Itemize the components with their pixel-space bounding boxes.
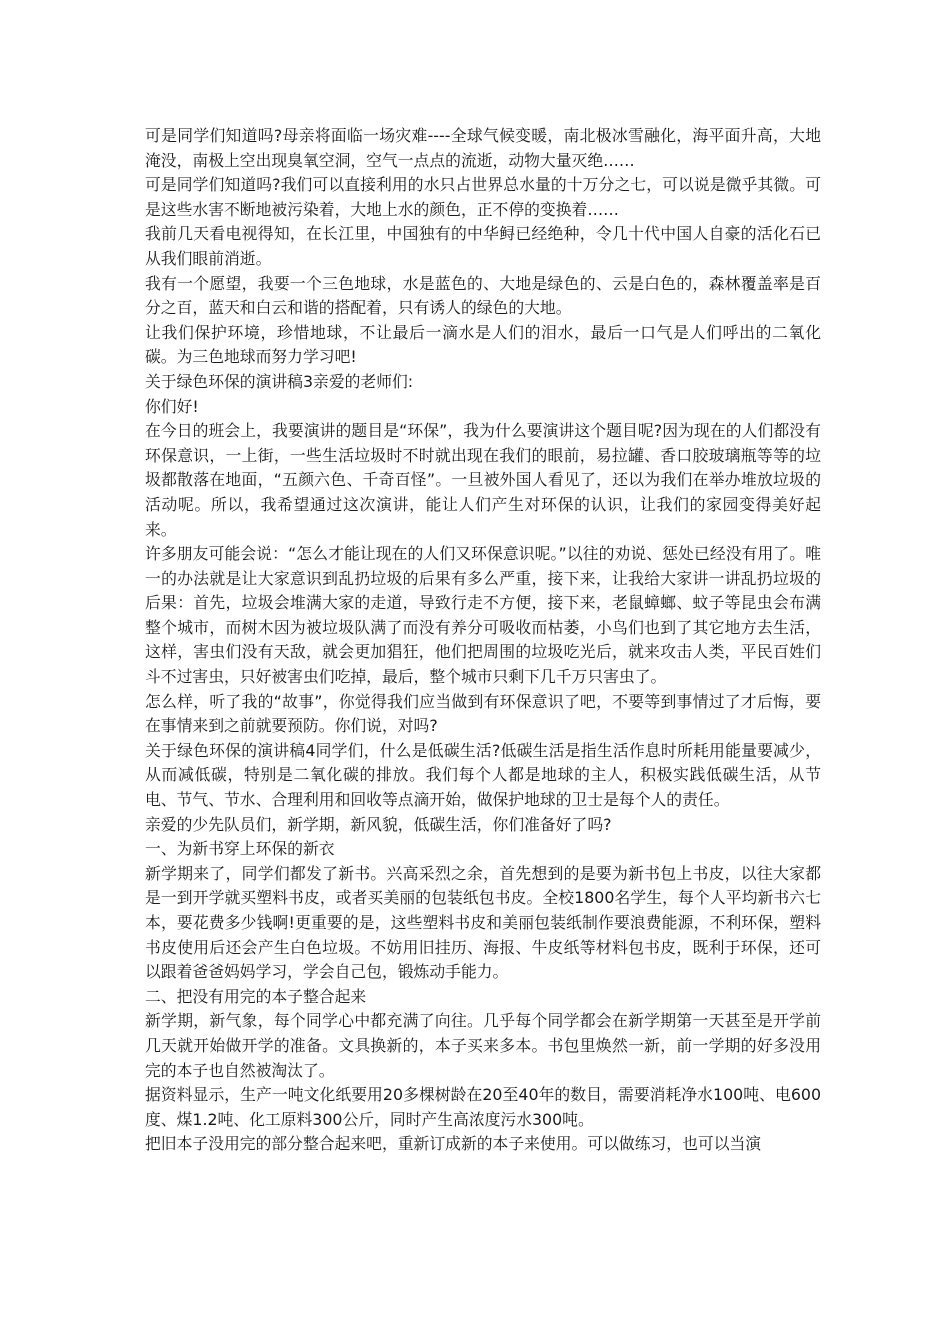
greeting: 你们好! (145, 396, 199, 416)
paragraph: 据资料显示，生产一吨文化纸要用20多棵树龄在20至40年的数目，需要消耗净水100吨、电600度、煤1.2吨、化工原料300公斤，同时产生高浓度污水300吨。 (145, 1085, 821, 1129)
section-heading: 关于绿色环保的演讲稿3亲爱的老师们: (145, 371, 414, 391)
section-heading: 二、把没有用完的本子整合起来 (145, 986, 367, 1006)
paragraph: 让我们保护环境，珍惜地球，不让最后一滴水是人们的泪水，最后一口气是人们呼出的二氧化碳。为三色地球而努力学习吧! (145, 322, 821, 367)
document-body (145, 124, 821, 1157)
paragraph: 亲爱的少先队员们，新学期，新风貌，低碳生活，你们准备好了吗? (145, 814, 612, 834)
paragraph: 在今日的班会上，我要演讲的题目是“环保”，我为什么要演讲这个题目呢?因为现在的人们都没有环保意识，一上街，一些生活垃圾时不时就出现在我们的眼前，易拉罐、香口胶玻璃瓶等等的垃圾都散落在地面，“五颜六色、千奇百怪”。一旦被外国人看见了，还以为我们在举办堆放垃圾的活动呢。所以，我希望通过这次演讲，能让人们产生对环保的认识，让我们的家园变得美好起来。 (145, 421, 821, 539)
paragraph: 可是同学们知道吗?母亲将面临一场灾难----全球气候变暖，南北极冰雪融化，海平面升高，大地淹没，南极上空出现臭氧空洞，空气一点点的流逝，动物大量灭绝…… (145, 126, 821, 170)
paragraph: 我有一个愿望，我要一个三色地球，水是蓝色的、大地是绿色的、云是白色的，森林覆盖率是百分之百，蓝天和白云和谐的搭配着，只有诱人的绿色的大地。 (145, 273, 821, 318)
paragraph: 关于绿色环保的演讲稿4同学们，什么是低碳生活?低碳生活是指生活作息时所耗用能量要减少，从而减低碳，特别是二氧化碳的排放。我们每个人都是地球的主人，积极实践低碳生活，从节电、节气、节水、合理利用和回收等点滴开始，做保护地球的卫士是每个人的责任。 (145, 740, 821, 810)
paragraph: 把旧本子没用完的部分整合起来吧，重新订成新的本子来使用。可以做练习，也可以当演 (145, 1134, 762, 1154)
paragraph: 许多朋友可能会说：“怎么才能让现在的人们又环保意识呢。”以往的劝说、惩处已经没有用了。唯一的办法就是让大家意识到乱扔垃圾的后果有多么严重，接下来，让我给大家讲一讲乱扔垃圾的后果：首先，垃圾会堆满大家的走道，导致行走不方便，接下来，老鼠蟑螂、蚊子等昆虫会布满整个城市，而树木因为被垃圾队满了而没有养分可吸收而枯萎，小鸟们也到了其它地方去生活，这样，害虫们没有天敌，就会更加猖狂，他们把周围的垃圾吃光后，就来攻击人类，平民百姓们斗不过害虫，只好被害虫们吃掉，最后，整个城市只剩下几千万只害虫了。 (145, 544, 821, 687)
paragraph: 怎么样，听了我的“故事”，你觉得我们应当做到有环保意识了吧，不要等到事情过了才后悔，要在事情来到之前就要预防。你们说，对吗? (145, 691, 821, 736)
section-heading: 一、为新书穿上环保的新衣 (145, 839, 335, 859)
paragraph: 新学期来了，同学们都发了新书。兴高采烈之余，首先想到的是要为新书包上书皮，以往大家都是一到开学就买塑料书皮，或者买美丽的包装纸包书皮。全校1800名学生，每个人平均新书六七本，要花费多少钱啊!更重要的是，这些塑料书皮和美丽包装纸制作要浪费能源，不利环保，塑料书皮使用后还会产生白色垃圾。不妨用旧挂历、海报、牛皮纸等材料包书皮，既利于环保，还可以跟着爸爸妈妈学习，学会自己包，锻炼动手能力。 (145, 863, 821, 982)
paragraph: 我前几天看电视得知，在长江里，中国独有的中华鲟已经绝种，令几十代中国人自豪的活化石已从我们眼前消逝。 (145, 224, 821, 268)
paragraph: 新学期，新气象，每个同学心中都充满了向往。几乎每个同学都会在新学期第一天甚至是开学前几天就开始做开学的准备。文具换新的，本子买来多本。书包里焕然一新，前一学期的好多没用完的本子也自然被淘汰了。 (145, 1011, 821, 1080)
paragraph: 可是同学们知道吗?我们可以直接利用的水只占世界总水量的十万分之七，可以说是微乎其微。可是这些水害不断地被污染着，大地上水的颜色，正不停的变换着…… (145, 175, 821, 219)
